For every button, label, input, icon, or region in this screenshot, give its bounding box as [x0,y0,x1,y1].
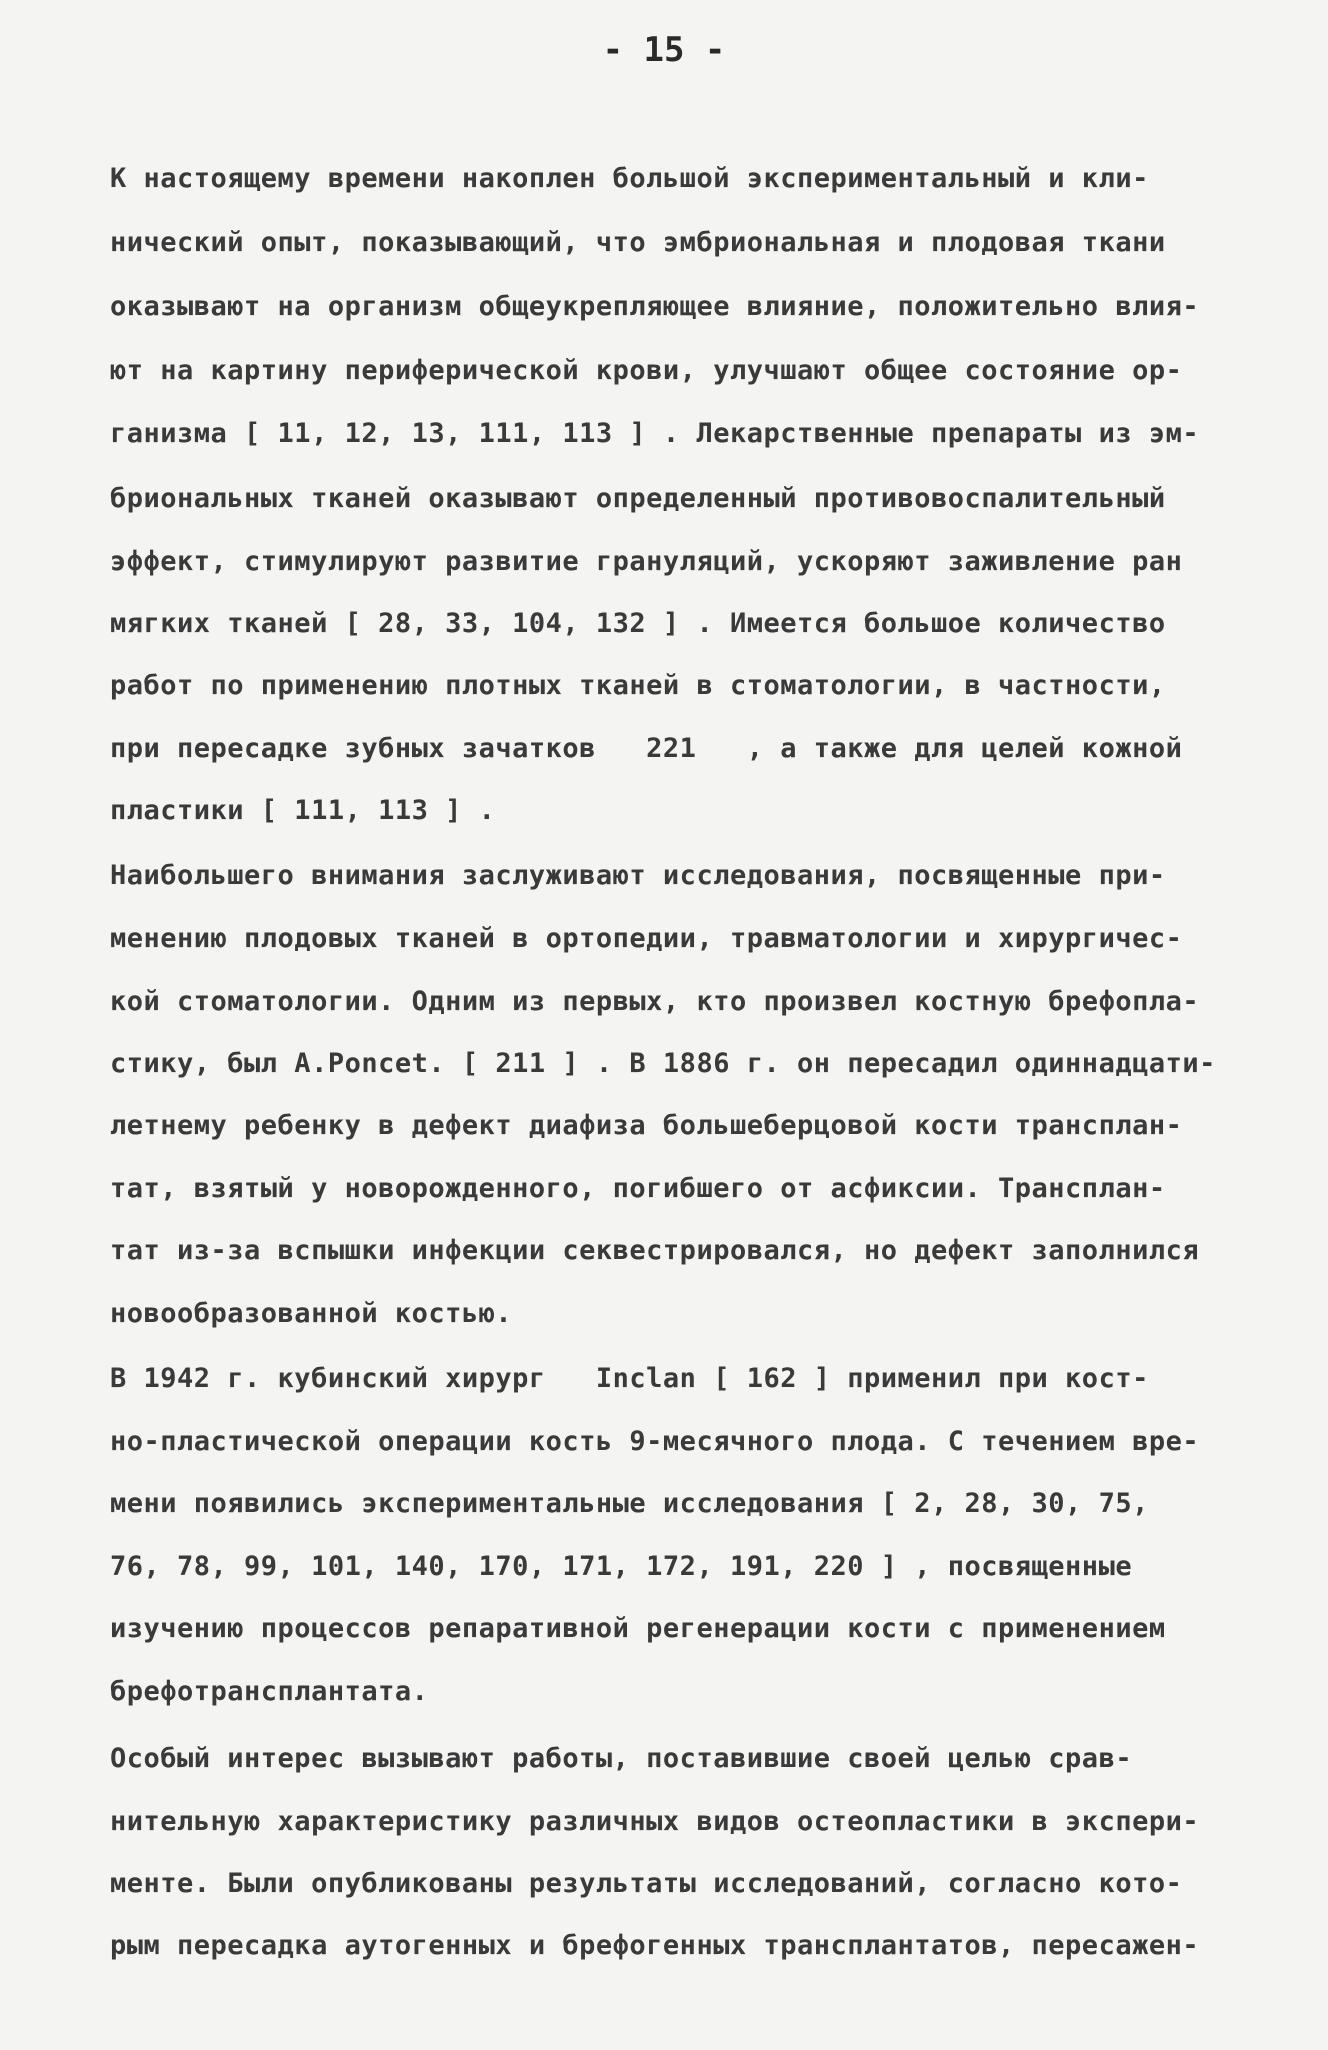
text-line: Наибольшего внимания заслуживают исследования, посвященные при- [110,860,1166,891]
text-line: летнему ребенку в дефект диафиза большеберцовой кости трансплан- [110,1110,1183,1141]
text-line: бриональных тканей оказывают определенный противовоспалительный [110,483,1166,514]
text-line: пластики [ 111, 113 ] . [110,795,496,826]
text-line: но-пластической операции кость 9-месячного плода. С течением вре- [110,1426,1200,1457]
text-line: менению плодовых тканей в ортопедии, травматологии и хирургичес- [110,923,1183,954]
text-line: К настоящему времени накоплен большой экспериментальный и кли- [110,163,1149,194]
text-line: тат, взятый у новорожденного, погибшего от асфиксии. Трансплан- [110,1173,1166,1204]
text-line: оказывают на организм общеукрепляющее влияние, положительно влия- [110,291,1200,322]
text-line: менте. Были опубликованы результаты исследований, согласно кото- [110,1868,1183,1899]
text-line: стику, был A.Poncet. [ 211 ] . В 1886 г. он пересадил одиннадцати- [110,1048,1216,1079]
text-line: кой стоматологии. Одним из первых, кто произвел костную брефопла- [110,986,1200,1017]
text-line: Особый интерес вызывают работы, поставившие своей целью срав- [110,1743,1133,1774]
text-line: при пересадке зубных зачатков 221 , а также для целей кожной [110,733,1183,764]
text-line: работ по применению плотных тканей в стоматологии, в частности, [110,670,1166,701]
text-line: брефотрансплантата. [110,1676,429,1707]
text-line: 76, 78, 99, 101, 140, 170, 171, 172, 191, 220 ] , посвященные [110,1551,1133,1582]
text-line: ют на картину периферической крови, улучшают общее состояние ор- [110,355,1183,386]
page-number: - 15 - [602,30,726,70]
text-line: тат из-за вспышки инфекции секвестрировался, но дефект заполнился [110,1235,1200,1266]
text-line: эффект, стимулируют развитие грануляций, ускоряют заживление ран [110,546,1183,577]
text-line: мягких тканей [ 28, 33, 104, 132 ] . Имеется большое количество [110,608,1166,639]
text-line: новообразованной костью. [110,1298,513,1329]
text-line: нический опыт, показывающий, что эмбриональная и плодовая ткани [110,227,1166,258]
text-line: рым пересадка аутогенных и брефогенных трансплантатов, пересажен- [110,1930,1200,1961]
text-line: изучению процессов репаративной регенерации кости с применением [110,1613,1166,1644]
text-line: нительную характеристику различных видов остеопластики в экспери- [110,1806,1200,1837]
text-line: ганизма [ 11, 12, 13, 111, 113 ] . Лекарственные препараты из эм- [110,418,1200,449]
text-line: мени появились экспериментальные исследования [ 2, 28, 30, 75, [110,1488,1149,1519]
text-line: В 1942 г. кубинский хирург Inclan [ 162 ] применил при кост- [110,1363,1149,1394]
